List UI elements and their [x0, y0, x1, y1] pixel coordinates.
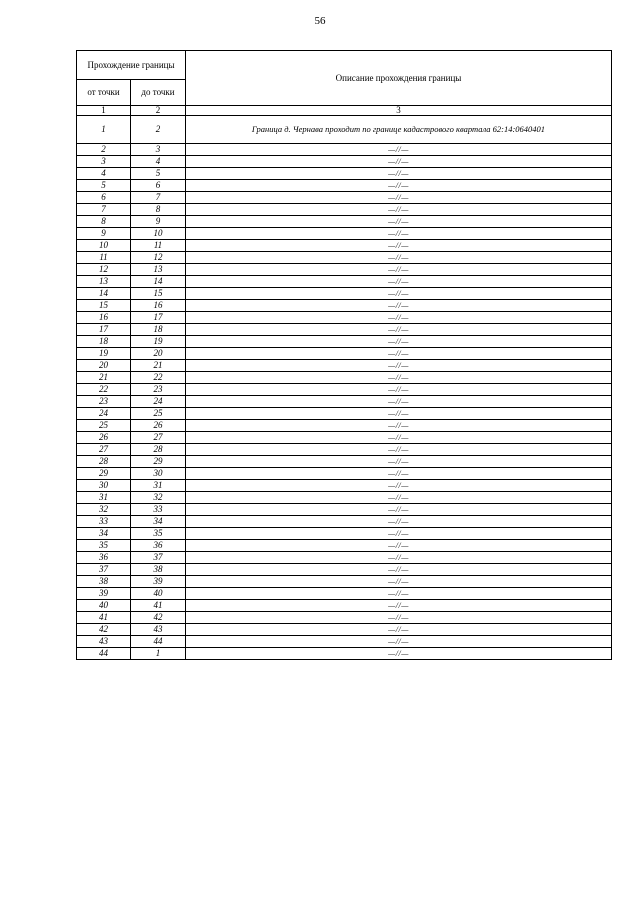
table-row — [77, 372, 612, 384]
to-point-cell: 10 — [131, 228, 186, 240]
to-point-cell: 7 — [131, 192, 186, 204]
from-point-cell: 20 — [77, 360, 131, 372]
table-row — [77, 468, 612, 480]
description-cell: —//— — [186, 564, 612, 576]
to-point-cell: 35 — [131, 528, 186, 540]
column-number: 1 — [77, 106, 131, 116]
table-row — [77, 240, 612, 252]
from-point-cell: 3 — [77, 156, 131, 168]
to-point-cell: 24 — [131, 396, 186, 408]
table-row — [77, 480, 612, 492]
from-point-cell: 33 — [77, 516, 131, 528]
from-point-cell: 42 — [77, 624, 131, 636]
to-point-cell: 43 — [131, 624, 186, 636]
to-point-cell: 26 — [131, 420, 186, 432]
description-cell: —//— — [186, 276, 612, 288]
to-point-cell: 22 — [131, 372, 186, 384]
to-point-cell: 36 — [131, 540, 186, 552]
from-point-cell: 22 — [77, 384, 131, 396]
to-point-cell: 23 — [131, 384, 186, 396]
description-cell: —//— — [186, 192, 612, 204]
table-row — [77, 324, 612, 336]
table-row — [77, 144, 612, 156]
description-cell: —//— — [186, 492, 612, 504]
table-row — [77, 216, 612, 228]
to-point-cell: 37 — [131, 552, 186, 564]
description-cell: —//— — [186, 168, 612, 180]
table-row — [77, 432, 612, 444]
from-point-cell: 34 — [77, 528, 131, 540]
from-point-cell: 18 — [77, 336, 131, 348]
table-row — [77, 348, 612, 360]
table-row — [77, 612, 612, 624]
description-cell: —//— — [186, 600, 612, 612]
table-row — [77, 492, 612, 504]
table-row — [77, 384, 612, 396]
from-point-cell: 29 — [77, 468, 131, 480]
to-point-cell: 33 — [131, 504, 186, 516]
description-cell: —//— — [186, 264, 612, 276]
table-row — [77, 360, 612, 372]
from-point-cell: 1 — [77, 116, 131, 144]
description-cell: —//— — [186, 648, 612, 660]
table-row — [77, 396, 612, 408]
table-row — [77, 276, 612, 288]
to-point-cell: 31 — [131, 480, 186, 492]
table-row — [77, 408, 612, 420]
column-number: 2 — [131, 106, 186, 116]
from-point-cell: 17 — [77, 324, 131, 336]
from-point-cell: 36 — [77, 552, 131, 564]
header-boundary-description: Описание прохождения границы — [186, 51, 612, 106]
to-point-cell: 1 — [131, 648, 186, 660]
header-to-point: до точки — [131, 80, 186, 106]
table-row — [77, 312, 612, 324]
description-cell: —//— — [186, 468, 612, 480]
table-row — [77, 228, 612, 240]
description-cell: —//— — [186, 360, 612, 372]
to-point-cell: 44 — [131, 636, 186, 648]
from-point-cell: 13 — [77, 276, 131, 288]
description-cell: —//— — [186, 480, 612, 492]
to-point-cell: 3 — [131, 144, 186, 156]
to-point-cell: 4 — [131, 156, 186, 168]
from-point-cell: 38 — [77, 576, 131, 588]
table-row — [77, 504, 612, 516]
description-cell: —//— — [186, 516, 612, 528]
description-cell: —//— — [186, 552, 612, 564]
description-cell: —//— — [186, 540, 612, 552]
to-point-cell: 19 — [131, 336, 186, 348]
table-row — [77, 116, 612, 144]
to-point-cell: 5 — [131, 168, 186, 180]
description-cell: —//— — [186, 588, 612, 600]
to-point-cell: 15 — [131, 288, 186, 300]
description-cell: —//— — [186, 240, 612, 252]
from-point-cell: 15 — [77, 300, 131, 312]
from-point-cell: 7 — [77, 204, 131, 216]
table-row — [77, 168, 612, 180]
to-point-cell: 29 — [131, 456, 186, 468]
description-cell: —//— — [186, 432, 612, 444]
table-row — [77, 180, 612, 192]
description-cell: —//— — [186, 204, 612, 216]
description-cell: —//— — [186, 504, 612, 516]
description-cell: —//— — [186, 624, 612, 636]
table-row — [77, 600, 612, 612]
description-cell: —//— — [186, 612, 612, 624]
table-row — [77, 648, 612, 660]
from-point-cell: 44 — [77, 648, 131, 660]
description-cell: —//— — [186, 252, 612, 264]
table-row — [77, 336, 612, 348]
from-point-cell: 14 — [77, 288, 131, 300]
from-point-cell: 37 — [77, 564, 131, 576]
from-point-cell: 10 — [77, 240, 131, 252]
to-point-cell: 20 — [131, 348, 186, 360]
description-cell: —//— — [186, 384, 612, 396]
from-point-cell: 26 — [77, 432, 131, 444]
description-cell: —//— — [186, 156, 612, 168]
table-row — [77, 444, 612, 456]
table-row — [77, 204, 612, 216]
from-point-cell: 4 — [77, 168, 131, 180]
header-from-point: от точки — [77, 80, 131, 106]
from-point-cell: 19 — [77, 348, 131, 360]
to-point-cell: 38 — [131, 564, 186, 576]
description-cell: —//— — [186, 348, 612, 360]
from-point-cell: 27 — [77, 444, 131, 456]
description-cell: —//— — [186, 180, 612, 192]
to-point-cell: 40 — [131, 588, 186, 600]
to-point-cell: 39 — [131, 576, 186, 588]
from-point-cell: 16 — [77, 312, 131, 324]
from-point-cell: 40 — [77, 600, 131, 612]
from-point-cell: 35 — [77, 540, 131, 552]
table-row — [77, 192, 612, 204]
table-row — [77, 288, 612, 300]
table-row — [77, 156, 612, 168]
from-point-cell: 31 — [77, 492, 131, 504]
description-cell: —//— — [186, 300, 612, 312]
description-cell: —//— — [186, 288, 612, 300]
from-point-cell: 2 — [77, 144, 131, 156]
to-point-cell: 13 — [131, 264, 186, 276]
table-row — [77, 540, 612, 552]
from-point-cell: 41 — [77, 612, 131, 624]
boundary-table — [76, 50, 612, 660]
description-cell: —//— — [186, 636, 612, 648]
to-point-cell: 41 — [131, 600, 186, 612]
to-point-cell: 30 — [131, 468, 186, 480]
to-point-cell: 27 — [131, 432, 186, 444]
description-cell: —//— — [186, 336, 612, 348]
table-row — [77, 264, 612, 276]
table-row — [77, 300, 612, 312]
from-point-cell: 8 — [77, 216, 131, 228]
from-point-cell: 11 — [77, 252, 131, 264]
from-point-cell: 43 — [77, 636, 131, 648]
page-number: 56 — [314, 15, 326, 27]
from-point-cell: 30 — [77, 480, 131, 492]
to-point-cell: 8 — [131, 204, 186, 216]
description-cell: —//— — [186, 528, 612, 540]
description-cell: —//— — [186, 144, 612, 156]
to-point-cell: 28 — [131, 444, 186, 456]
table-row — [77, 624, 612, 636]
description-cell: —//— — [186, 444, 612, 456]
description-cell: —//— — [186, 228, 612, 240]
description-cell: —//— — [186, 216, 612, 228]
from-point-cell: 24 — [77, 408, 131, 420]
table-row — [77, 456, 612, 468]
to-point-cell: 9 — [131, 216, 186, 228]
description-cell: —//— — [186, 576, 612, 588]
to-point-cell: 21 — [131, 360, 186, 372]
description-cell: Граница д. Чернава проходит по границе кадастрового квартала 62:14:0640401 — [186, 116, 612, 144]
from-point-cell: 23 — [77, 396, 131, 408]
to-point-cell: 34 — [131, 516, 186, 528]
to-point-cell: 12 — [131, 252, 186, 264]
from-point-cell: 5 — [77, 180, 131, 192]
table-row — [77, 636, 612, 648]
from-point-cell: 25 — [77, 420, 131, 432]
to-point-cell: 11 — [131, 240, 186, 252]
description-cell: —//— — [186, 372, 612, 384]
table-row — [77, 552, 612, 564]
table-row — [77, 516, 612, 528]
to-point-cell: 16 — [131, 300, 186, 312]
from-point-cell: 9 — [77, 228, 131, 240]
description-cell: —//— — [186, 408, 612, 420]
from-point-cell: 28 — [77, 456, 131, 468]
description-cell: —//— — [186, 312, 612, 324]
from-point-cell: 32 — [77, 504, 131, 516]
from-point-cell: 6 — [77, 192, 131, 204]
to-point-cell: 17 — [131, 312, 186, 324]
table-row — [77, 576, 612, 588]
to-point-cell: 42 — [131, 612, 186, 624]
column-number-row — [77, 106, 612, 116]
table-row — [77, 528, 612, 540]
column-number: 3 — [186, 106, 612, 116]
table-row — [77, 564, 612, 576]
to-point-cell: 2 — [131, 116, 186, 144]
from-point-cell: 12 — [77, 264, 131, 276]
to-point-cell: 14 — [131, 276, 186, 288]
description-cell: —//— — [186, 396, 612, 408]
to-point-cell: 6 — [131, 180, 186, 192]
description-cell: —//— — [186, 456, 612, 468]
table-row — [77, 420, 612, 432]
header-boundary-passage: Прохождение границы — [77, 51, 186, 80]
table-row — [77, 252, 612, 264]
from-point-cell: 21 — [77, 372, 131, 384]
from-point-cell: 39 — [77, 588, 131, 600]
table-row — [77, 588, 612, 600]
description-cell: —//— — [186, 420, 612, 432]
to-point-cell: 25 — [131, 408, 186, 420]
to-point-cell: 18 — [131, 324, 186, 336]
to-point-cell: 32 — [131, 492, 186, 504]
description-cell: —//— — [186, 324, 612, 336]
